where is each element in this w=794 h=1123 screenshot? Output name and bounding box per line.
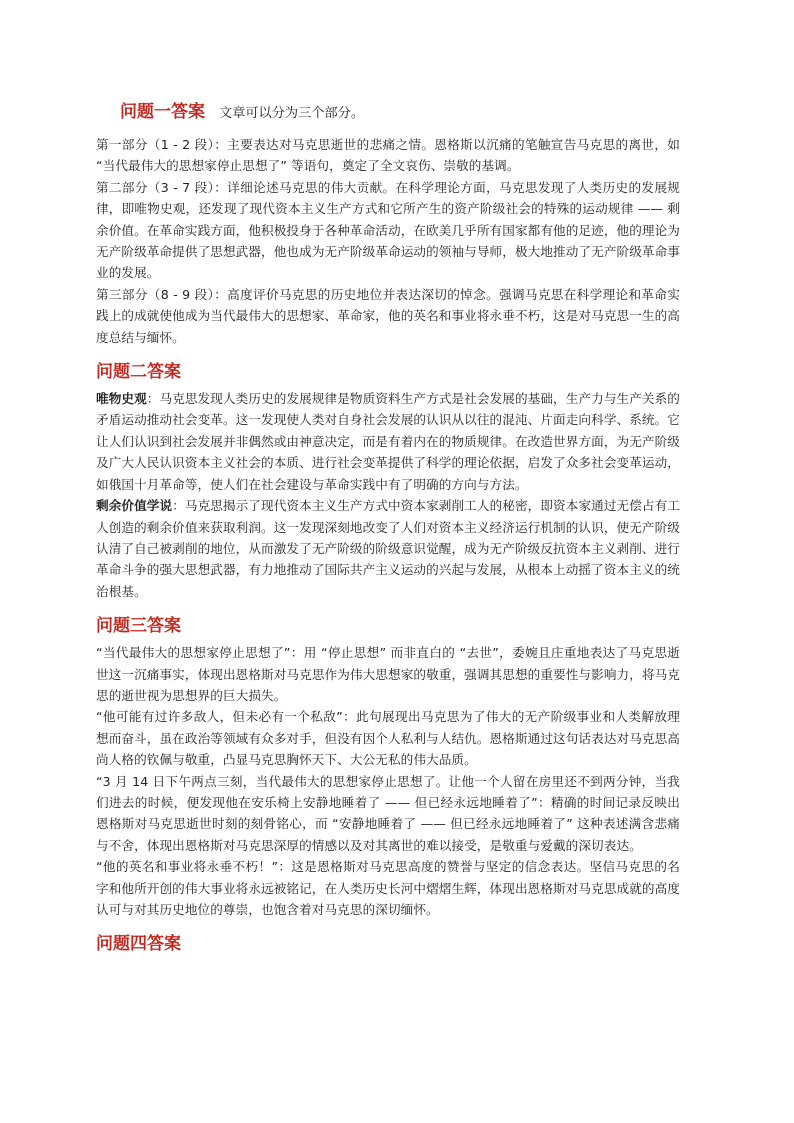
q3-para-4: “他的英名和事业将永垂不朽！”：这是恩格斯对马克思高度的赞誉与坚定的信念表达。坚信马克思的名字和他所开创的伟大事业将永远被铭记，在人类历史长河中熠熠生辉，体现出恩格斯对马克思成就的高度认可与对其历史地位的尊崇，也饱含着对马克思的深切缅怀。	[96, 859, 680, 917]
q3-para-1: “当代最伟大的思想家停止思想了”：用 “停止思想” 而非直白的 “去世”，委婉且庄重地表达了马克思逝世这一沉痛事实，体现出恩格斯对马克思作为伟大思想家的敬重，强调其思想的重要性与影响力，将马克思的逝世视为思想界的巨大损失。	[96, 645, 680, 703]
q2-item-2-text: ：马克思揭示了现代资本主义生产方式中资本家剥削工人的秘密，即资本家通过无偿占有工人创造的剩余价值来获取利润。这一发现深刻地改变了人们对资本主义经济运行机制的认识，使无产阶级认清了自己被剥削的地位，从而激发了无产阶级的阶级意识觉醒，成为无产阶级反抗资本主义剥削、进行革命斗争的强大思想武器，有力地推动了国际共产主义运动的兴起与发展，从根本上动摇了资本主义的统治根基。	[96, 498, 681, 599]
q2-item-1-label: 唯物史观	[96, 391, 147, 407]
q1-part-1: 第一部分（1 - 2 段）：主要表达对马克思逝世的悲痛之情。恩格斯以沉痛的笔触宣告马克思的离世，如 “当代最伟大的思想家停止思想了” 等语句，奠定了全文哀伤、崇敬的基调。	[96, 137, 680, 174]
q2-item-2-label: 剩余价值学说	[96, 498, 173, 514]
question-4-title: 问题四答案	[96, 934, 181, 955]
question-1-title: 问题一答案	[120, 102, 205, 122]
q3-para-3: “3 月 14 日下午两点三刻，当代最伟大的思想家停止思想了。让他一个人留在房里还不到两分钟，当我们进去的时候，便发现他在安乐椅上安静地睡着了 —— 但已经永远地睡着了”：精确的时间记录反映出恩格斯对马克思逝世时刻的刻骨铭心，而 “安静地睡着了 —— 但已经永远地睡着了” 这种表述满含悲痛与不舍，体现出恩格斯对马克思深厚的情感以及对其离世的难以接受，是敬重与爱戴的深切表达。	[96, 773, 680, 853]
q2-item-2	[96, 495, 680, 602]
q2-item-1	[96, 388, 680, 495]
question-2-title: 问题二答案	[96, 362, 181, 383]
question-1-heading	[120, 100, 680, 126]
document-page	[96, 100, 680, 960]
q1-part-3: 第三部分（8 - 9 段）：高度评价马克思的历史地位并表达深切的悼念。强调马克思在科学理论和革命实践上的成就使他成为当代最伟大的思想家、革命家，他的英名和事业将永垂不朽，这是对马克思一生的高度总结与缅怀。	[96, 286, 680, 345]
q3-para-2: “他可能有过许多敌人，但未必有一个私敌”：此句展现出马克思为了伟大的无产阶级事业和人类解放理想而奋斗，虽在政治等领域有众多对手，但没有因个人私利与人结仇。恩格斯通过这句话表达对马克思高尚人格的钦佩与敬重，凸显马克思胸怀天下、大公无私的伟大品质。	[96, 709, 680, 768]
q2-item-1-text: ：马克思发现人类历史的发展规律是物质资料生产方式是社会发展的基础，生产力与生产关系的矛盾运动推动社会变革。这一发现使人类对自身社会发展的认识从以往的混沌、片面走向科学、系统。它让人们认识到社会发展并非偶然或由神意决定，而是有着内在的物质规律。在改造世界方面，为无产阶级及广大人民认识资本主义社会的本质、进行社会变革提供了科学的理论依据，启发了众多社会变革运动，如俄国十月革命等，使人们在社会建设与革命实践中有了明确的方向与方法。	[96, 391, 681, 492]
q1-part-2: 第二部分（3 - 7 段）：详细论述马克思的伟大贡献。在科学理论方面，马克思发现了人类历史的发展规律，即唯物史观，还发现了现代资本主义生产方式和它所产生的资产阶级社会的特殊的运动规律 —— 剩余价值。在革命实践方面，他积极投身于各种革命活动，在欧美几乎所有国家都有他的足迹，他的理论为无产阶级革命提供了思想武器，他也成为无产阶级革命运动的领袖与导师，极大地推动了无产阶级革命事业的发展。	[96, 179, 680, 281]
question-3-title: 问题三答案	[96, 616, 181, 637]
question-1-intro: 文章可以分为三个部分。	[219, 106, 365, 121]
